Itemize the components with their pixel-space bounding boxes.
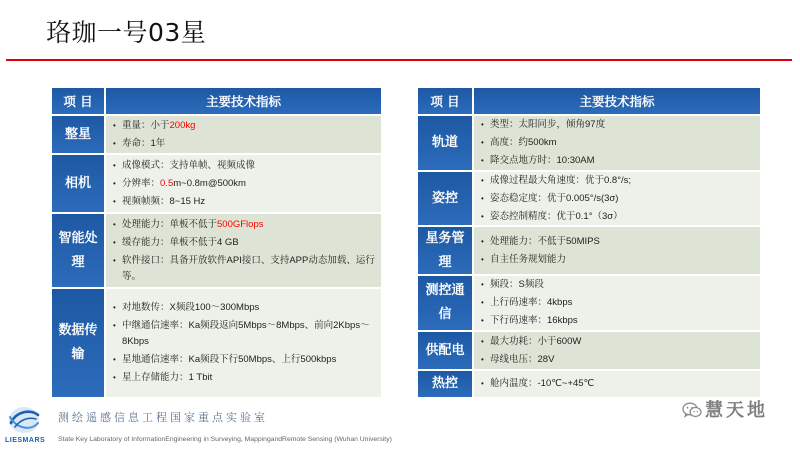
spec-bullet [481,313,754,329]
bullet-icon [113,217,122,233]
row-label-intelligent-processing [52,214,104,287]
spec-bullet [113,194,375,210]
spec-bullet [481,117,754,133]
bullet-icon [113,318,122,350]
spec-bullet [481,295,754,311]
spec-text: 视频帧频：8~15 Hz [122,195,206,207]
spec-bullet [113,352,375,368]
row-label-camera [52,155,104,212]
bullet-icon [113,300,122,316]
spec-text: 母线电压：28V [490,353,555,365]
table-header-item [52,88,104,114]
row-label-thermal-control [418,371,472,397]
row-specs-power-supply [474,332,760,369]
bullet-icon [113,370,122,386]
spec-bullet [481,153,754,169]
bullet-icon [113,352,122,368]
title-rule [6,59,792,61]
bullet-icon [481,234,490,250]
header-spec-label: 主要技术指标 [579,94,655,109]
row-label-power-supply [418,332,472,369]
watermark-account-name: 慧天地 [705,400,768,421]
bullet-icon [481,191,490,207]
row-specs-camera [106,155,381,212]
row-label-text: 轨道 [431,135,458,150]
bullet-icon [481,117,490,133]
spec-text: 软件接口：具备开放软件API接口、支持APP动态加载、运行等。 [122,254,375,282]
spec-text [122,118,375,134]
row-label-text: 供配电 [425,342,465,358]
header-item-label: 项 目 [430,94,460,109]
logo-wordmark: LIESMARS [5,437,46,444]
row-label-orbit [418,116,472,170]
spec-text: 下行码速率：16kbps [490,315,578,326]
row-specs-satellite-management [474,227,760,274]
spec-text: 星上存储能力：1 Tbit [122,372,213,383]
row-label-data-transmission [52,289,104,397]
liesmars-logo-icon [7,405,41,435]
row-specs-ttc-communication [474,276,760,330]
spec-bullet [113,253,375,285]
spec-highlight: 0.5 [160,177,174,189]
spec-text: 自主任务规划能力 [490,253,567,265]
row-label-text: 测控通信 [425,283,465,322]
bullet-icon [113,158,122,174]
spec-text [122,176,375,192]
spec-text: 姿态稳定度：优于0.005°/s(3σ) [490,192,619,204]
spec-text: 降交点地方时：10:30AM [490,155,595,166]
spec-text: 舱内温度：-10℃~+45℃ [490,378,595,389]
right-spec-table [418,88,760,397]
spec-text-part: 处理能力：单板不低于 [122,218,218,230]
spec-text-part: m~0.8m@500km [173,177,246,189]
bullet-icon [481,277,490,293]
lab-name-chinese: 测绘遥感信息工程国家重点实验室 [58,411,268,424]
lab-name-english: State Key Laboratory of InformationEngineering in Surveying, MappingandRemote Sensing (Wuhan University) [58,436,392,443]
spec-highlight: 200kg [169,119,196,131]
left-spec-table [52,88,381,397]
spec-text: 高度：约500km [490,137,557,148]
bullet-icon [113,176,122,192]
spec-text-part: 分辨率： [122,177,161,189]
spec-bullet [481,252,754,268]
spec-text: 成像过程最大角速度：优于0.8°/s; [490,174,632,186]
spec-bullet [481,191,754,207]
row-specs-data-transmission [106,289,381,397]
bullet-icon [481,153,490,169]
row-label-text: 相机 [64,175,91,191]
spec-text: 中继通信速率：Ka频段返向5Mbps～8Mbps、前向2Kbps～8Kbps [122,320,370,347]
row-label-whole-satellite [52,116,104,153]
spec-bullet [113,118,375,134]
header-item-label: 项 目 [63,94,93,109]
bullet-icon [481,295,490,311]
spec-text: 处理能力：不低于50MIPS [490,235,600,247]
row-specs-attitude-control [474,172,760,225]
spec-bullet [113,158,375,174]
row-label-text: 智能处理 [58,230,98,270]
bullet-icon [481,334,490,350]
spec-bullet [113,176,375,192]
bullet-icon [481,173,490,189]
bullet-icon [113,136,122,152]
spec-bullet [113,217,375,233]
spec-bullet [481,173,754,189]
bullet-icon [481,209,490,225]
table-header-item [418,88,472,114]
bullet-icon [113,235,122,251]
row-label-text: 数据传输 [58,323,98,362]
spec-bullet [481,135,754,151]
bullet-icon [481,352,490,368]
row-label-text: 热控 [431,376,458,391]
spec-text: 星地通信速率：Ka频段下行50Mbps、上行500kbps [122,354,337,365]
bullet-icon [481,135,490,151]
row-specs-orbit [474,116,760,170]
header-spec-label: 主要技术指标 [205,94,281,109]
row-label-text: 姿控 [431,190,458,206]
spec-text-part: 重量：小于 [122,119,170,131]
row-specs-whole-satellite [106,116,381,153]
spec-text: 成像模式：支持单帧、视频成像 [122,159,256,171]
spec-bullet [481,334,754,350]
row-label-text: 整星 [64,126,91,142]
bullet-icon [113,118,122,134]
spec-text: 频段：S频段 [490,279,544,290]
bullet-icon [113,253,122,285]
bullet-icon [481,376,490,392]
spec-bullet [113,235,375,251]
slide-title: 珞珈一号03星 [46,18,207,47]
spec-text: 缓存能力：单板不低于4 GB [122,236,239,248]
row-specs-thermal-control [474,371,760,397]
row-label-text: 星务管理 [425,230,465,270]
spec-text: 上行码速率：4kbps [490,297,573,308]
spec-bullet [481,209,754,225]
spec-text: 类型：太阳同步，倾角97度 [490,119,606,130]
spec-bullet [113,300,375,316]
wechat-icon [682,402,702,419]
spec-text: 对地数传：X频段100～300Mbps [122,302,260,313]
table-header-spec [106,88,381,114]
bullet-icon [481,252,490,268]
bullet-icon [481,313,490,329]
spec-highlight: 500GFlops [217,218,264,230]
spec-text: 姿态控制精度：优于0.1°（3σ） [490,210,623,222]
table-header-spec [474,88,760,114]
row-label-attitude-control [418,172,472,225]
spec-bullet [481,376,754,392]
row-label-satellite-management [418,227,472,274]
spec-text [122,217,375,233]
spec-text: 最大功耗：小于600W [490,335,582,347]
spec-bullet [113,318,375,350]
spec-bullet [113,370,375,386]
spec-bullet [481,277,754,293]
row-label-ttc-communication [418,276,472,330]
spec-bullet [113,136,375,152]
bullet-icon [113,194,122,210]
spec-bullet [481,234,754,250]
row-specs-intelligent-processing [106,214,381,287]
spec-text: 寿命：1年 [122,137,166,149]
spec-bullet [481,352,754,368]
